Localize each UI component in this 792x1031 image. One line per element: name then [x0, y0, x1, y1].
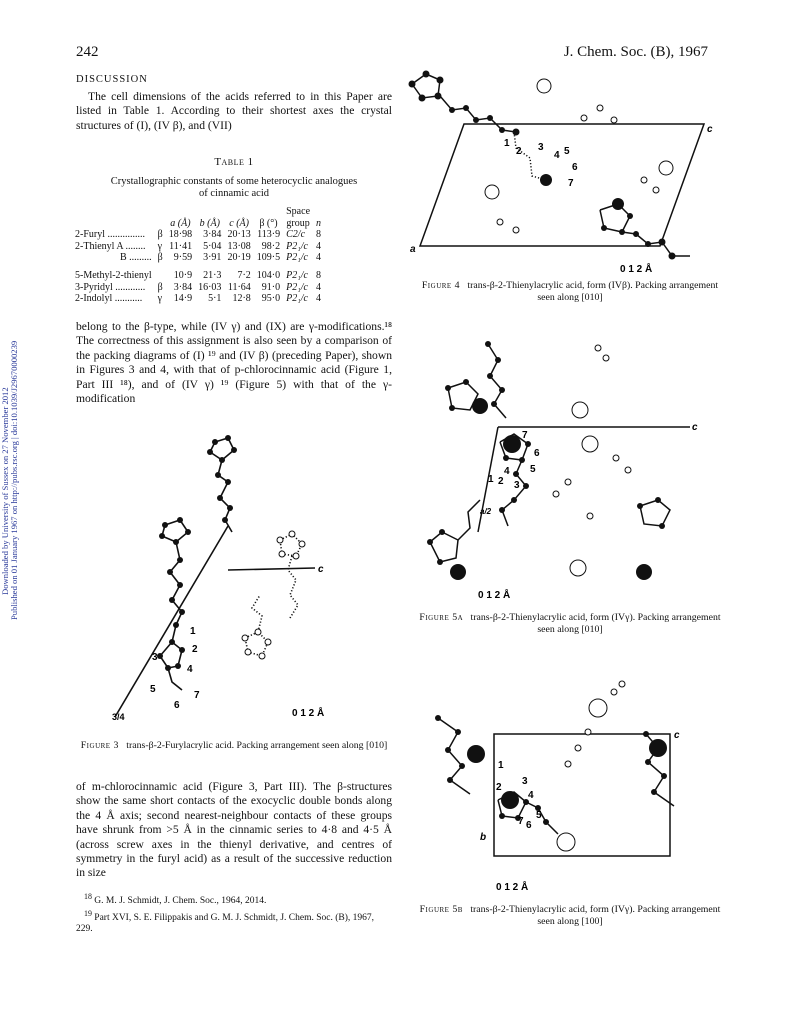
- atom-label-7: 7: [518, 816, 524, 827]
- scale-bar: 0 1 2 Å: [478, 590, 511, 601]
- header-space: Space: [286, 206, 311, 217]
- cell-n: 4: [316, 281, 322, 293]
- footnote-text: Part XVI, S. E. Filippakis and G. M. J. Schmidt, J. Chem. Soc. (B), 1967, 229.: [76, 912, 375, 935]
- figure-5a-label: Figure 5a: [419, 612, 464, 623]
- cell-form: γ: [157, 240, 163, 252]
- figure-5b-caption: [412, 904, 728, 928]
- axis-label-c: c: [318, 564, 324, 575]
- cell-n: 4: [316, 252, 322, 263]
- cell-n: 4: [316, 293, 322, 304]
- figure-3-label: Figure 3: [80, 740, 119, 751]
- footnote-mark: 18: [84, 892, 92, 901]
- figure-5b-label: Figure 5b: [419, 904, 463, 915]
- cell-name: 2-Thienyl A ........: [75, 240, 146, 252]
- cell-form: β: [157, 281, 163, 293]
- scale-bar: 0 1 2 Å: [292, 708, 325, 719]
- page-number: 242: [76, 44, 99, 60]
- scale-bar: 0 1 2 Å: [496, 882, 529, 893]
- table-caption-line-2: of cinnamic acid: [199, 188, 269, 199]
- atom-label-4: 4: [554, 150, 560, 161]
- atom-label-2: 2: [496, 782, 502, 793]
- header-n: n: [316, 217, 322, 229]
- table-header-row-2: [72, 218, 324, 230]
- cell-c: 20·13: [227, 229, 251, 240]
- atom-label-1: 1: [488, 474, 494, 485]
- footnotes: [76, 891, 392, 936]
- footnote-mark: 19: [84, 908, 92, 918]
- atom-label-5: 5: [564, 146, 570, 157]
- atom-label-5: 5: [536, 810, 542, 821]
- cell-beta: 95·0: [261, 293, 281, 304]
- cell-edge-a: [115, 526, 228, 717]
- figure-3-diagram: [110, 420, 380, 730]
- axis-label-b: b: [480, 832, 487, 843]
- sulfur-atom: [503, 435, 521, 453]
- footnote-18: [76, 891, 392, 908]
- header-a: a (Å): [170, 217, 191, 229]
- figure-5a-text: trans-β-2-Thienylacrylic acid, form (IVγ). Packing arrangement seen along [010]: [470, 612, 721, 635]
- atom-label-6: 6: [534, 448, 540, 459]
- cell-c: 12·8: [232, 293, 251, 304]
- cell-beta: 91·0: [261, 281, 281, 293]
- atom-label-6: 6: [572, 162, 578, 173]
- figure-5b-text: trans-β-2-Thienylacrylic acid, form (IVγ). Packing arrangement seen along [100]: [470, 904, 721, 927]
- cell-b: 5·04: [203, 240, 222, 252]
- figure-4-label: Figure 4: [421, 280, 461, 291]
- discussion-paragraph-2: belong to the β-type, while (IV γ) and (IX) are γ-modifications.¹⁸ The correctness of this assignment is also seen by a comparison of the packing diagrams of (I) ¹⁹ and (IV β) (preceding Paper), shown in Figures 3 and 4, with that of p-chlorocinnamic acid (Figure 1, Part III ¹⁸), and of (IV γ) ¹⁹ (Figure 5) with that of the γ-modification: [76, 320, 392, 406]
- cell-beta: 109·5: [256, 252, 281, 263]
- footnote-text: G. M. J. Schmidt, J. Chem. Soc., 1964, 2014.: [94, 896, 267, 907]
- cell-name: 5-Methyl-2-thienyl: [75, 270, 152, 281]
- cell-a: 18·98: [168, 229, 193, 240]
- cell-b: 16·03: [198, 281, 222, 293]
- sulfur-atom: [540, 174, 552, 186]
- figure-3-text: trans-β-2-Furylacrylic acid. Packing arrangement seen along [010]: [126, 740, 388, 751]
- cell-form: [155, 264, 166, 282]
- cell-n: 4: [316, 240, 322, 252]
- atom-label-2: 2: [516, 146, 522, 157]
- cell-n: 8: [316, 229, 322, 240]
- atom-label-1: 1: [504, 138, 510, 149]
- figure-4-text: trans-β-2-Thienylacrylic acid, form (IVβ). Packing arrangement seen along [010]: [467, 280, 719, 303]
- discussion-paragraph-1: The cell dimensions of the acids referred to in this Paper are listed in Table 1. According to their shortest axes the crystal structures of (I), (IV β), and (VII): [76, 90, 392, 132]
- atom-label-3: 3: [522, 776, 528, 787]
- unit-cell: [494, 734, 670, 856]
- cell-name: 3-Pyridyl ............: [75, 281, 146, 293]
- cell-name: B .........: [119, 252, 152, 263]
- cell-c: 13·08: [227, 240, 251, 252]
- cell-b: 5·1: [208, 293, 222, 304]
- cell-name: 2-Furyl ...............: [75, 229, 145, 240]
- table-caption: [72, 176, 396, 200]
- watermark-line-2: Downloaded by University of Sussex on 27 November 2012: [0, 387, 10, 595]
- atom-label-2: 2: [192, 644, 198, 655]
- atom-label-4: 4: [504, 466, 510, 477]
- cell-beta: 113·9: [257, 229, 281, 240]
- figure-5a-caption: [412, 612, 728, 636]
- atom-label-4: 4: [187, 664, 193, 675]
- atom-label-4: 4: [528, 790, 534, 801]
- atom-label-1: 1: [190, 626, 196, 637]
- table-row: [72, 264, 324, 282]
- atom-label-3: 3: [152, 652, 158, 663]
- atom-label-7: 7: [568, 178, 574, 189]
- atom-label-6: 6: [526, 820, 532, 831]
- cell-a: 10·9: [173, 270, 193, 281]
- header-b: b (Å): [199, 217, 220, 229]
- cell-form: γ: [157, 293, 163, 304]
- atom-label-7: 7: [194, 690, 200, 701]
- table-label: Table 1: [214, 156, 254, 168]
- atom-label-3: 3: [514, 480, 520, 491]
- cell-form: β: [157, 252, 163, 263]
- header-beta: β (°): [259, 217, 278, 229]
- atom-label-5: 5: [530, 464, 536, 475]
- watermark-line-1: Published on 01 January 1967 on http://pubs.rsc.org | doi:10.1039/J29670000239: [9, 340, 19, 620]
- atom-label-2: 2: [498, 476, 504, 487]
- unit-cell: [420, 124, 704, 246]
- cell-group: C2/c: [286, 229, 306, 240]
- scale-bar: 0 1 2 Å: [620, 264, 653, 275]
- table-caption-line-1: Crystallographic constants of some heterocyclic analogues: [110, 176, 358, 187]
- cell-a: 3·84: [173, 281, 193, 293]
- sulfur-atom: [501, 791, 519, 809]
- cell-group: P2₁/c: [286, 293, 308, 304]
- table-row: [72, 252, 324, 264]
- figure-3-caption: [76, 740, 392, 752]
- table-1: [72, 206, 324, 305]
- footnote-19: [76, 908, 392, 936]
- cell-n: 8: [316, 270, 322, 281]
- figure-4-diagram: [404, 62, 720, 274]
- cell-c: 11·64: [227, 281, 251, 293]
- table-header-row-1: [72, 206, 324, 218]
- table-row: [72, 229, 324, 241]
- axis-label-c: c: [674, 730, 680, 741]
- half-a-label: a/2: [480, 507, 492, 516]
- atom-label-6: 6: [174, 700, 180, 711]
- figure-4-caption: [412, 280, 728, 304]
- cell-c: 7·2: [237, 270, 251, 281]
- quarter-label: 3/4: [112, 712, 125, 722]
- atom-label-7: 7: [522, 430, 528, 441]
- section-heading: DISCUSSION: [76, 74, 148, 85]
- cell-a: 14·9: [173, 293, 193, 304]
- cell-beta: 98·2: [261, 240, 281, 252]
- table-row: [72, 241, 324, 253]
- cell-b: 3·84: [203, 229, 222, 240]
- figure-5b-diagram: [418, 662, 718, 898]
- table-row: [72, 293, 324, 305]
- header-group: group: [286, 217, 310, 229]
- cell-name: 2-Indolyl ...........: [75, 293, 143, 304]
- discussion-paragraph-3: of m-chlorocinnamic acid (Figure 3, Part III). The β-structures show the same short contacts of the exocyclic double bonds along the 4 Å axis; second nearest-neighbour contacts of these groups have shrunk from >5 Å in the cinnamic series to 4·8 and 4·5 Å (across screw axes in the thienyl derivative, and centres of symmetry in the furyl acid) as a result of the successive reduction in size: [76, 780, 392, 880]
- atom-label-1: 1: [498, 760, 504, 771]
- cell-group: P2₁/c: [286, 240, 308, 252]
- axis-label-a: a: [410, 244, 416, 255]
- header-c: c (Å): [229, 217, 249, 229]
- axis-label-c: c: [707, 124, 713, 135]
- cell-form: β: [157, 229, 163, 240]
- journal-reference: J. Chem. Soc. (B), 1967: [563, 44, 708, 60]
- figure-5a-diagram: [418, 332, 718, 604]
- cell-group: P2₁/c: [286, 252, 308, 263]
- cell-axis-c: [228, 568, 315, 570]
- cell-group: P2₁/c: [286, 281, 308, 293]
- constants-table: [72, 206, 324, 305]
- atom-label-5: 5: [150, 684, 156, 695]
- axis-label-c: c: [692, 422, 698, 433]
- cell-a: 11·41: [169, 240, 193, 252]
- download-watermark: [2, 260, 22, 620]
- cell-b: 3·91: [203, 252, 222, 263]
- cell-a: 9·59: [173, 252, 193, 263]
- cell-c: 20·19: [227, 252, 251, 263]
- table-row: [72, 282, 324, 294]
- cell-b: 21·3: [203, 270, 222, 281]
- cell-group: P2₁/c: [286, 270, 308, 281]
- atom-label-3: 3: [538, 142, 544, 153]
- cell-beta: 104·0: [256, 270, 281, 281]
